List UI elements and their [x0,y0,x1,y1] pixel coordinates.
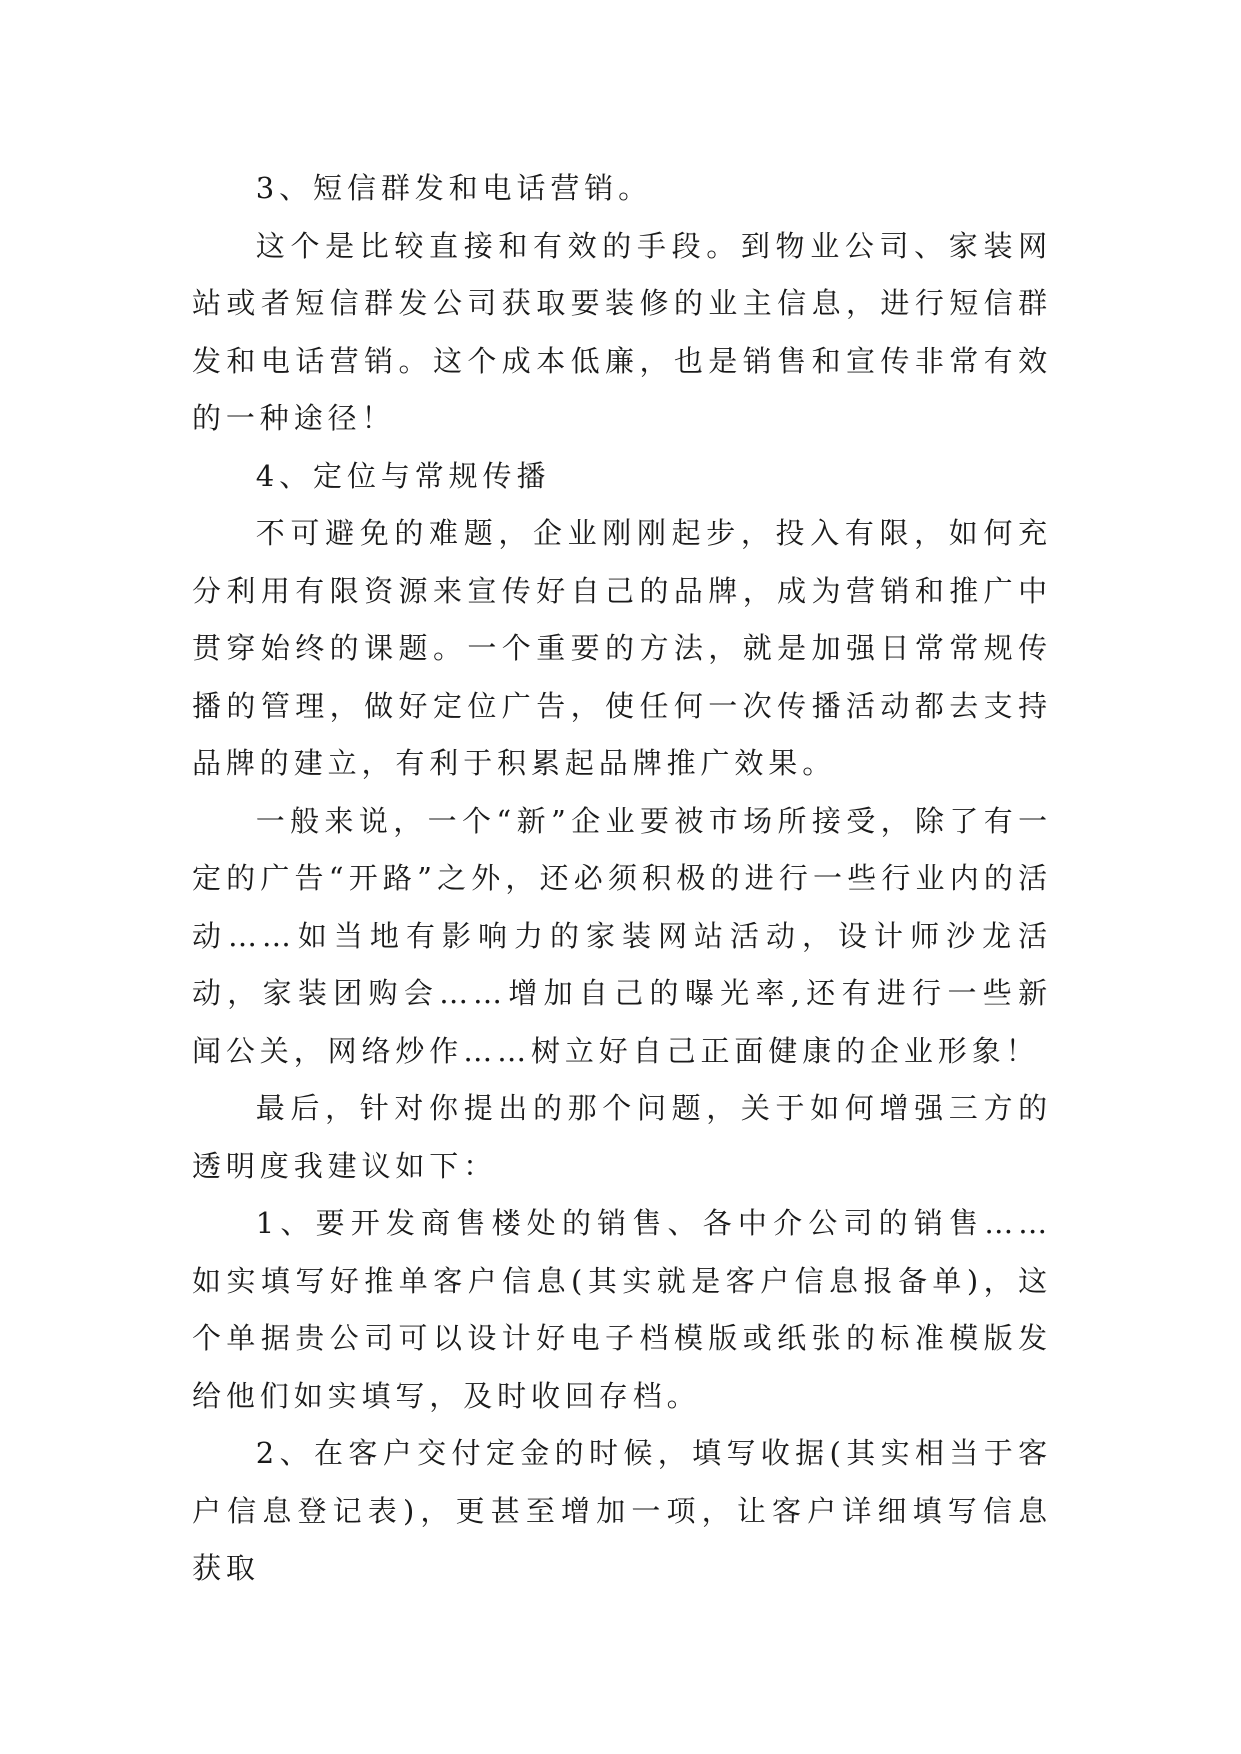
heading-positioning-communication: 4、定位与常规传播 [255,458,551,493]
heading-sms-phone-marketing: 3、短信群发和电话营销。 [255,171,653,205]
paragraph-new-enterprise-activities: 一般来说，一个“新”企业要被市场所接受，除了有一定的广告“开路”之外，还必须积极的进行一些行业内的活动……如当地有影响力的家装网站活动，设计师沙龙活动，家装团购会……增加自己的曝光率,还有进行一些新闻公关，网络炒作……树立好自己正面健康的企业形象！ [192,803,1052,1068]
paragraph-positioning-communication: 不可避免的难题，企业刚刚起步，投入有限，如何充分利用有限资源来宣传好自己的品牌，成为营销和推广中贯穿始终的课题。一个重要的方法，就是加强日常常规传播的管理，做好定位广告，使任何一次传播活动都去支持品牌的建立，有利于积累起品牌推广效果。 [192,516,1052,780]
paragraph-suggestion-2: 2、在客户交付定金的时候，填写收据(其实相当于客户信息登记表)，更甚至增加一项，让客户详细填写信息获取 [192,1436,1052,1585]
document-body [192,160,1052,1598]
paragraph-sms-phone-marketing: 这个是比较直接和有效的手段。到物业公司、家装网站或者短信群发公司获取要装修的业主信息，进行短信群发和电话营销。这个成本低廉，也是销售和宣传非常有效的一种途径！ [192,228,1052,435]
paragraph-suggestion-1: 1、要开发商售楼处的销售、各中介公司的销售……如实填写好推单客户信息(其实就是客户信息报备单)，这个单据贵公司可以设计好电子档模版或纸张的标准模版发给他们如实填写，及时收回存档。 [192,1206,1052,1413]
paragraph-transparency-intro: 最后，针对你提出的那个问题，关于如何增强三方的透明度我建议如下： [192,1091,1052,1183]
